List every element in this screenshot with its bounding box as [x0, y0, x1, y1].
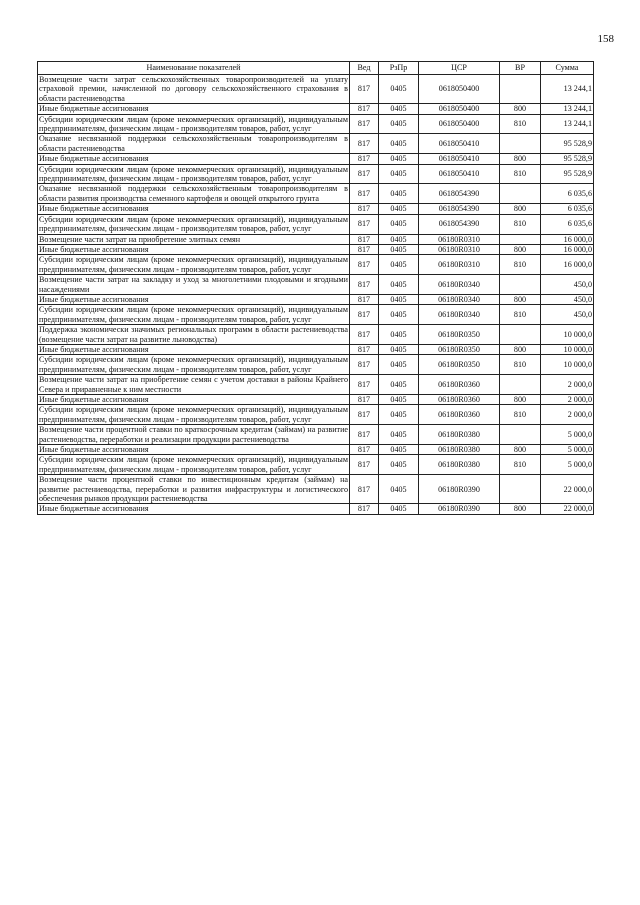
cell-name: Субсидии юридическим лицам (кроме некоммерческих организаций), индивидуальным предпринимателям, физическим лицам - производителям товаров, работ, услуг: [39, 164, 348, 184]
cell-vr: 800: [500, 104, 541, 114]
cell-vr: 810: [500, 214, 541, 234]
cell-name: Возмещение части процентной ставки по инвестиционным кредитам (займам) на развитие растениеводства, переработки и развития инфраструктуры и логистического обеспечения рынков продукции растениеводства: [39, 475, 348, 504]
table-row: [38, 475, 594, 504]
cell-name: Оказание несвязанной поддержки сельскохозяйственным товаропроизводителям в области развития производства семенного картофеля и овощей открытого грунта: [39, 184, 348, 203]
cell-vr: [500, 234, 541, 244]
cell-rzpr: 0405: [379, 275, 419, 295]
cell-rzpr: 0405: [379, 425, 419, 445]
cell-ved: 817: [350, 445, 379, 455]
cell-sum: 5 000,0: [541, 455, 594, 475]
table-header-row: [38, 62, 594, 75]
cell-sum: 16 000,0: [541, 234, 594, 244]
cell-name: Возмещение части затрат на приобретение элитных семян: [38, 234, 350, 244]
table-row: [38, 395, 594, 405]
cell-csr: 06180R0360: [419, 395, 500, 405]
cell-vr: 800: [500, 154, 541, 164]
cell-rzpr: 0405: [379, 214, 419, 234]
cell-name: Субсидии юридическим лицам (кроме некоммерческих организаций), индивидуальным предпринимателям, физическим лицам - производителям товаров, работ, услуг: [39, 214, 348, 234]
table-row: [38, 154, 594, 164]
cell-rzpr: 0405: [379, 204, 419, 214]
table-row: [38, 214, 594, 234]
cell-vr: [500, 134, 541, 154]
table-row: [38, 234, 594, 244]
table-row: [38, 405, 594, 425]
table-row: [38, 204, 594, 214]
cell-rzpr: 0405: [379, 184, 419, 204]
cell-ved: 817: [350, 234, 379, 244]
cell-csr: 06180R0310: [419, 244, 500, 254]
cell-ved: 817: [350, 325, 379, 345]
cell-rzpr: 0405: [379, 244, 419, 254]
cell-name: Субсидии юридическим лицам (кроме некоммерческих организаций), индивидуальным предпринимателям, физическим лицам - производителям товаров, работ, услуг: [39, 405, 348, 424]
cell-sum: 95 528,9: [541, 154, 594, 164]
cell-vr: 800: [500, 204, 541, 214]
cell-csr: 06180R0380: [419, 445, 500, 455]
cell-vr: 800: [500, 504, 541, 514]
cell-name: Иные бюджетные ассигнования: [38, 445, 350, 455]
cell-ved: 817: [350, 214, 379, 234]
table-row: [38, 244, 594, 254]
cell-sum: 450,0: [541, 305, 594, 325]
cell-rzpr: 0405: [379, 405, 419, 425]
cell-sum: 6 035,6: [541, 214, 594, 234]
cell-sum: 22 000,0: [541, 504, 594, 514]
cell-name: Иные бюджетные ассигнования: [38, 204, 350, 214]
cell-ved: 817: [350, 134, 379, 154]
cell-csr: 0618050400: [419, 104, 500, 114]
cell-csr: 06180R0310: [419, 255, 500, 275]
cell-rzpr: 0405: [379, 294, 419, 304]
cell-ved: 817: [350, 104, 379, 114]
cell-ved: 817: [350, 204, 379, 214]
cell-name: Субсидии юридическим лицам (кроме некоммерческих организаций), индивидуальным предпринимателям, физическим лицам - производителям товаров, работ, услуг: [39, 114, 348, 134]
cell-vr: [500, 475, 541, 504]
cell-name: Иные бюджетные ассигнования: [38, 395, 350, 405]
cell-csr: 06180R0310: [419, 234, 500, 244]
table-row: [38, 275, 594, 295]
cell-ved: 817: [350, 164, 379, 184]
cell-vr: [500, 75, 541, 104]
cell-rzpr: 0405: [379, 255, 419, 275]
cell-name: Иные бюджетные ассигнования: [38, 104, 350, 114]
cell-vr: 810: [500, 255, 541, 275]
table-row: [38, 325, 594, 345]
cell-csr: 06180R0390: [419, 504, 500, 514]
cell-ved: 817: [350, 75, 379, 104]
cell-vr: 810: [500, 305, 541, 325]
cell-csr: 06180R0340: [419, 294, 500, 304]
cell-name: Возмещение части затрат на закладку и уход за многолетними плодовыми и ягодными насаждениями: [39, 275, 348, 294]
cell-ved: 817: [350, 184, 379, 204]
cell-name: Субсидии юридическим лицам (кроме некоммерческих организаций), индивидуальным предпринимателям, физическим лицам - производителям товаров, работ, услуг: [39, 255, 348, 274]
cell-rzpr: 0405: [379, 164, 419, 184]
cell-vr: 800: [500, 294, 541, 304]
cell-rzpr: 0405: [379, 355, 419, 375]
cell-sum: 13 244,1: [541, 75, 594, 104]
cell-csr: 06180R0380: [419, 455, 500, 475]
cell-rzpr: 0405: [379, 114, 419, 134]
cell-csr: 0618050400: [419, 114, 500, 134]
cell-name: Субсидии юридическим лицам (кроме некоммерческих организаций), индивидуальным предпринимателям, физическим лицам - производителям товаров, работ, услуг: [39, 305, 348, 324]
cell-sum: 13 244,1: [541, 104, 594, 114]
cell-csr: 0618050410: [419, 164, 500, 184]
header-ved: Вед: [350, 62, 379, 75]
cell-csr: 06180R0360: [419, 405, 500, 425]
header-rzpr: РзПр: [379, 62, 419, 75]
cell-ved: 817: [350, 395, 379, 405]
cell-name: Оказание несвязанной поддержки сельскохозяйственным товаропроизводителям в области растениеводства: [39, 134, 348, 153]
table-row: [38, 114, 594, 134]
cell-sum: 2 000,0: [541, 395, 594, 405]
cell-rzpr: 0405: [379, 75, 419, 104]
cell-rzpr: 0405: [379, 154, 419, 164]
cell-name: Субсидии юридическим лицам (кроме некоммерческих организаций), индивидуальным предпринимателям, физическим лицам - производителям товаров, работ, услуг: [39, 355, 348, 374]
header-vr: ВР: [500, 62, 541, 75]
table-row: [38, 104, 594, 114]
cell-ved: 817: [350, 275, 379, 295]
cell-sum: 16 000,0: [541, 244, 594, 254]
cell-rzpr: 0405: [379, 134, 419, 154]
header-sum: Сумма: [541, 62, 594, 75]
budget-table: [37, 61, 594, 515]
cell-rzpr: 0405: [379, 375, 419, 395]
cell-csr: 06180R0340: [419, 275, 500, 295]
cell-rzpr: 0405: [379, 445, 419, 455]
table-row: [38, 504, 594, 514]
cell-rzpr: 0405: [379, 104, 419, 114]
cell-rzpr: 0405: [379, 344, 419, 354]
cell-vr: 810: [500, 164, 541, 184]
cell-name: Иные бюджетные ассигнования: [38, 154, 350, 164]
table-row: [38, 455, 594, 475]
cell-vr: [500, 375, 541, 395]
cell-sum: 10 000,0: [541, 344, 594, 354]
cell-csr: 06180R0360: [419, 375, 500, 395]
cell-sum: 95 528,9: [541, 164, 594, 184]
cell-rzpr: 0405: [379, 455, 419, 475]
cell-csr: 06180R0350: [419, 344, 500, 354]
cell-ved: 817: [350, 475, 379, 504]
cell-rzpr: 0405: [379, 325, 419, 345]
table-row: [38, 255, 594, 275]
cell-sum: 450,0: [541, 275, 594, 295]
table-row: [38, 355, 594, 375]
cell-csr: 0618050410: [419, 134, 500, 154]
cell-ved: 817: [350, 255, 379, 275]
cell-sum: 16 000,0: [541, 255, 594, 275]
cell-csr: 06180R0340: [419, 305, 500, 325]
cell-rzpr: 0405: [379, 504, 419, 514]
cell-name: Иные бюджетные ассигнования: [38, 244, 350, 254]
cell-ved: 817: [350, 294, 379, 304]
cell-ved: 817: [350, 425, 379, 445]
cell-sum: 13 244,1: [541, 114, 594, 134]
cell-name: Иные бюджетные ассигнования: [38, 344, 350, 354]
cell-vr: 810: [500, 455, 541, 475]
cell-vr: 800: [500, 445, 541, 455]
cell-name: Возмещение части затрат сельскохозяйственных товаропроизводителей на уплату страховой премии, начисленной по договору сельскохозяйственного страхования в области растениеводства: [39, 75, 348, 103]
cell-vr: [500, 325, 541, 345]
cell-sum: 6 035,6: [541, 184, 594, 204]
cell-csr: 0618050400: [419, 75, 500, 104]
table-row: [38, 184, 594, 204]
cell-ved: 817: [350, 114, 379, 134]
cell-csr: 06180R0350: [419, 325, 500, 345]
cell-csr: 06180R0390: [419, 475, 500, 504]
cell-rzpr: 0405: [379, 475, 419, 504]
table-row: [38, 445, 594, 455]
cell-vr: 810: [500, 405, 541, 425]
table-row: [38, 294, 594, 304]
cell-csr: 06180R0380: [419, 425, 500, 445]
cell-ved: 817: [350, 344, 379, 354]
cell-ved: 817: [350, 375, 379, 395]
cell-sum: 5 000,0: [541, 425, 594, 445]
cell-csr: 06180R0350: [419, 355, 500, 375]
cell-ved: 817: [350, 405, 379, 425]
cell-ved: 817: [350, 455, 379, 475]
cell-csr: 0618054390: [419, 204, 500, 214]
table-row: [38, 134, 594, 154]
cell-sum: 10 000,0: [541, 355, 594, 375]
cell-sum: 2 000,0: [541, 375, 594, 395]
cell-vr: 800: [500, 244, 541, 254]
page-number: 158: [597, 33, 614, 45]
cell-rzpr: 0405: [379, 395, 419, 405]
cell-ved: 817: [350, 154, 379, 164]
cell-name: Поддержка экономически значимых региональных программ в области растениеводства (возмещение части затрат на развитие льноводства): [39, 325, 348, 344]
cell-csr: 0618054390: [419, 184, 500, 204]
cell-vr: [500, 184, 541, 204]
table-body: [38, 75, 594, 515]
cell-rzpr: 0405: [379, 234, 419, 244]
table-row: [38, 164, 594, 184]
cell-vr: 800: [500, 395, 541, 405]
cell-ved: 817: [350, 504, 379, 514]
cell-ved: 817: [350, 305, 379, 325]
table-row: [38, 75, 594, 104]
cell-ved: 817: [350, 355, 379, 375]
cell-vr: [500, 275, 541, 295]
cell-ved: 817: [350, 244, 379, 254]
cell-sum: 22 000,0: [541, 475, 594, 504]
cell-csr: 0618054390: [419, 214, 500, 234]
cell-vr: 810: [500, 355, 541, 375]
table-row: [38, 425, 594, 445]
cell-name: Возмещение части процентной ставки по краткосрочным кредитам (займам) на развитие растениеводства, переработки и реализации продукции растениеводства: [39, 425, 348, 444]
cell-vr: 810: [500, 114, 541, 134]
table-row: [38, 305, 594, 325]
header-name: Наименование показателей: [38, 62, 350, 75]
cell-sum: 5 000,0: [541, 445, 594, 455]
cell-rzpr: 0405: [379, 305, 419, 325]
cell-name: Возмещение части затрат на приобретение семян с учетом доставки в районы Крайнего Севера и приравненные к ним местности: [39, 375, 348, 394]
cell-vr: 800: [500, 344, 541, 354]
cell-name: Иные бюджетные ассигнования: [38, 504, 350, 514]
cell-sum: 2 000,0: [541, 405, 594, 425]
cell-name: Иные бюджетные ассигнования: [38, 294, 350, 304]
cell-name: Субсидии юридическим лицам (кроме некоммерческих организаций), индивидуальным предпринимателям, физическим лицам - производителям товаров, работ, услуг: [39, 455, 348, 474]
cell-sum: 95 528,9: [541, 134, 594, 154]
table-row: [38, 344, 594, 354]
cell-sum: 6 035,6: [541, 204, 594, 214]
table-row: [38, 375, 594, 395]
cell-vr: [500, 425, 541, 445]
header-csr: ЦСР: [419, 62, 500, 75]
cell-sum: 450,0: [541, 294, 594, 304]
cell-sum: 10 000,0: [541, 325, 594, 345]
cell-csr: 0618050410: [419, 154, 500, 164]
